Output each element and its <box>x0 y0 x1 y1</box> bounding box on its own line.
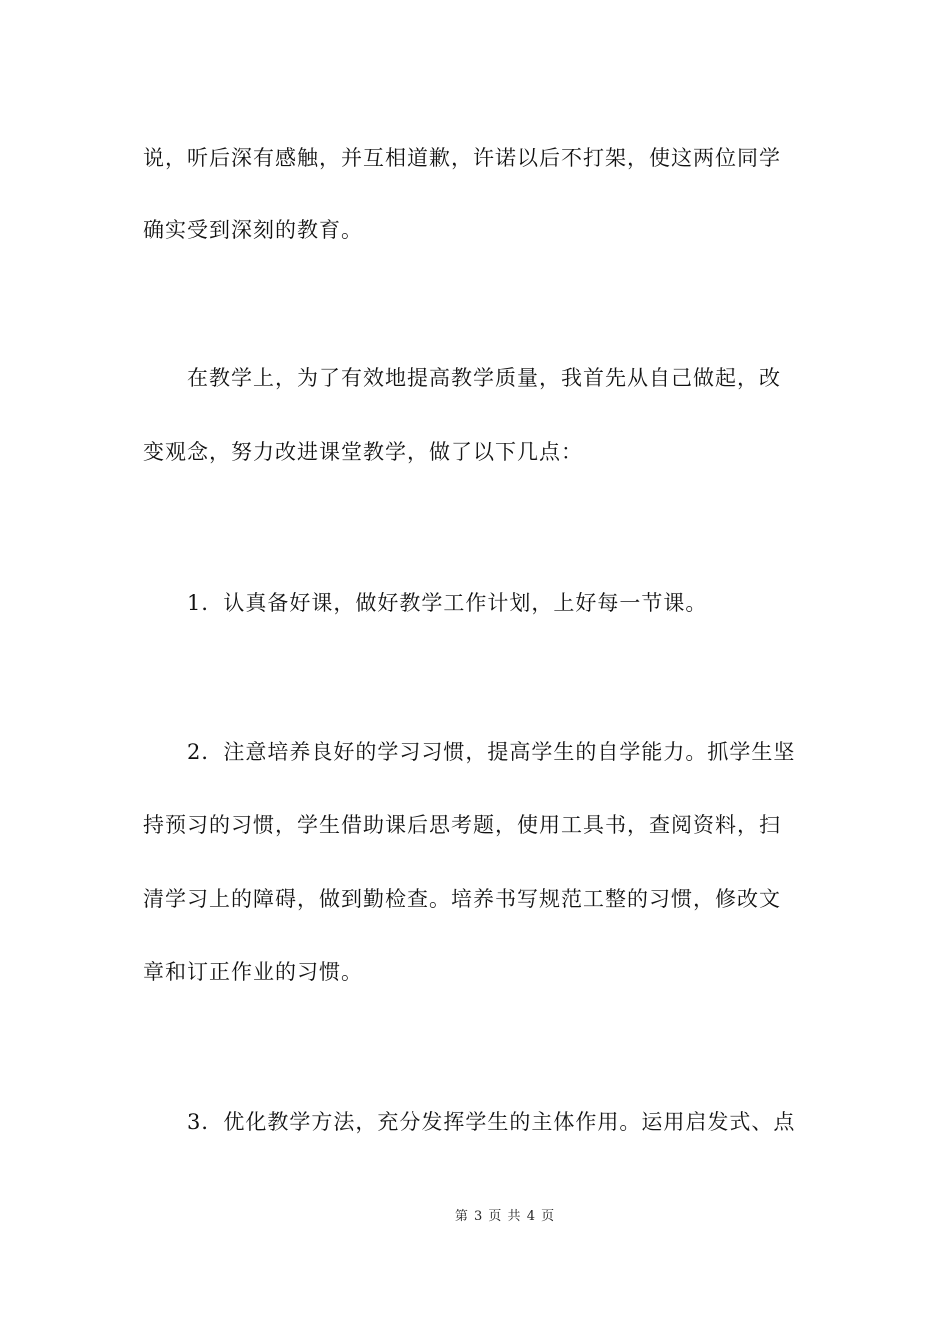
paragraph-4-line-3: 清学习上的障碍，做到勤检查。培养书写规范工整的习惯，修改文 <box>143 887 781 911</box>
paragraph-4-line-2: 持预习的习惯，学生借助课后思考题，使用工具书，查阅资料，扫 <box>143 813 781 837</box>
paragraph-3-line-1: 1．认真备好课，做好教学工作计划，上好每一节课。 <box>143 591 708 615</box>
paragraph-5-line-1: 3．优化教学方法，充分发挥学生的主体作用。运用启发式、点 <box>143 1110 796 1134</box>
paragraph-4-line-1: 2．注意培养良好的学习习惯，提高学生的自学能力。抓学生坚 <box>143 740 796 764</box>
page-number-footer: 第 3 页 共 4 页 <box>454 1209 556 1224</box>
paragraph-2-line-1: 在教学上，为了有效地提高教学质量，我首先从自己做起，改 <box>143 366 781 390</box>
paragraph-1-line-1: 说，听后深有感触，并互相道歉，许诺以后不打架，使这两位同学 <box>143 146 781 170</box>
paragraph-2-line-2: 变观念，努力改进课堂教学，做了以下几点： <box>143 440 583 464</box>
paragraph-1-line-2: 确实受到深刻的教育。 <box>143 218 363 242</box>
paragraph-4-line-4: 章和订正作业的习惯。 <box>143 960 363 984</box>
